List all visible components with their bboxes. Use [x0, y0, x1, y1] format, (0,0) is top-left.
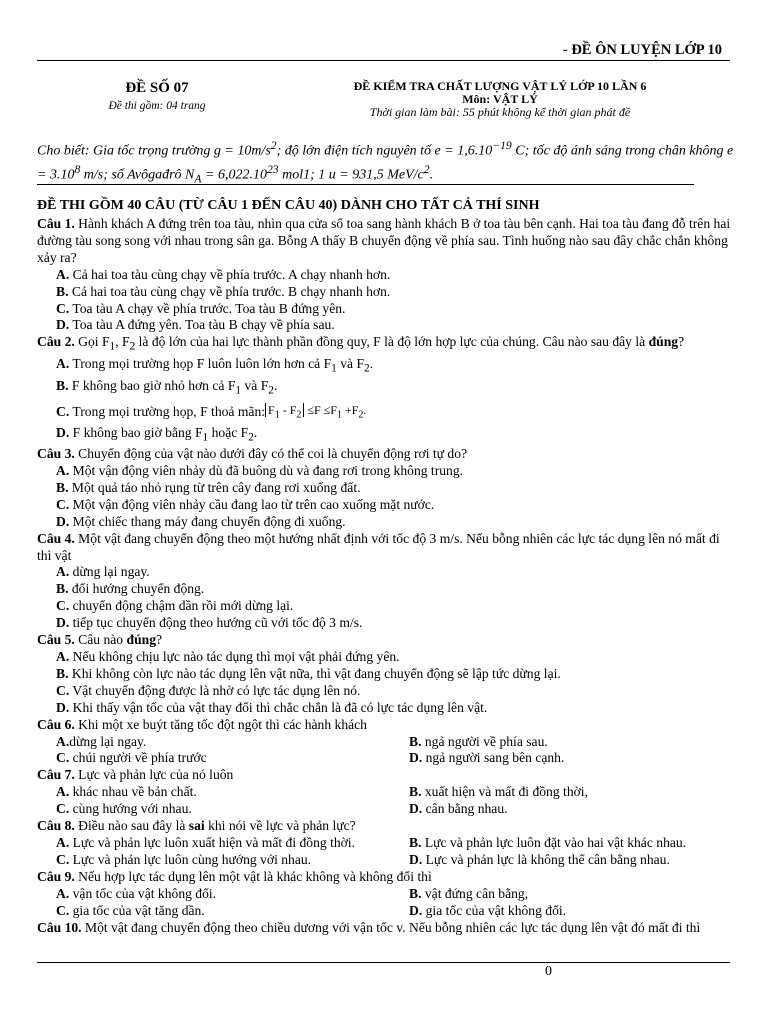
option-b	[409, 784, 734, 801]
subscript: 1	[331, 362, 337, 375]
option-b	[56, 581, 734, 598]
exam-title-block	[300, 80, 700, 119]
option-letter: B.	[56, 581, 69, 597]
question-text: khi nói về lực và phản lực?	[204, 818, 356, 834]
option-b	[409, 734, 734, 751]
formula-text: - F	[279, 403, 297, 418]
emphasis: sai	[188, 818, 205, 834]
option-text: gia tốc của vật tăng dần.	[72, 902, 205, 918]
given-sup: −19	[492, 139, 512, 152]
option-text: ngả người về phía sau.	[424, 733, 548, 749]
option-text: chuyển động chậm dần rồi mới dừng lại.	[72, 598, 294, 614]
question-2	[37, 334, 734, 356]
option-letter: A.	[56, 885, 70, 901]
inequality-formula	[265, 402, 366, 424]
option-row	[37, 750, 734, 767]
exam-id-block	[37, 80, 277, 112]
option-text: Toa tàu A chạy về phía trước. Toa tàu B đứng yên.	[72, 300, 346, 316]
option-letter: B.	[409, 834, 422, 850]
option-text: ngả người sang bên cạnh.	[425, 750, 565, 766]
option-letter: C.	[56, 682, 70, 698]
questions	[37, 197, 734, 936]
question-label: Câu 7.	[37, 767, 75, 783]
option-text: vận tốc của vật không đổi.	[72, 885, 217, 901]
option-text: Lực và phản lực luôn đặt vào hai vật khác nhau.	[424, 834, 687, 850]
subscript: 2	[129, 341, 136, 354]
question-text: Câu nào	[74, 632, 127, 648]
footer-rule	[37, 962, 730, 963]
option-letter: C.	[56, 598, 70, 614]
option-text: Một vận động viên nhảy dù đã buông dù và đang rơi trong không trung.	[72, 463, 464, 479]
option-letter: C.	[56, 404, 70, 420]
question-4	[37, 531, 734, 565]
option-text: Cả hai toa tàu cùng chạy về phía trước. B chạy nhanh hơn.	[71, 283, 391, 299]
formula-text: F	[268, 403, 275, 418]
option-b	[56, 378, 734, 400]
option-letter: A.	[56, 266, 70, 282]
emphasis: đúng	[648, 334, 679, 350]
option-text: gia tốc của vật không đổi.	[425, 902, 567, 918]
question-label: Câu 5.	[37, 632, 75, 648]
subscript: 2	[296, 409, 302, 421]
option-text: cùng hướng với nhau.	[72, 801, 192, 817]
question-7	[37, 767, 734, 784]
subscript: 1	[274, 409, 280, 421]
given-text: .	[429, 167, 434, 183]
option-d	[56, 514, 734, 531]
option-a	[56, 564, 734, 581]
option-letter: B.	[409, 885, 422, 901]
option-b	[56, 284, 734, 301]
question-label: Câu 4.	[37, 530, 75, 546]
option-letter: C.	[56, 902, 70, 918]
question-label: Câu 10.	[37, 919, 82, 935]
option-row	[37, 852, 734, 869]
option-text: và F	[241, 377, 269, 393]
question-label: Câu 9.	[37, 868, 75, 884]
option-letter: A.	[56, 649, 70, 665]
question-text: Khi một xe buýt tăng tốc đột ngột thì các hành khách	[74, 716, 367, 732]
option-text: và F	[336, 355, 365, 371]
option-letter: C.	[56, 750, 70, 766]
question-6	[37, 717, 734, 734]
subscript: 1	[235, 384, 242, 397]
option-text: vật đứng cân bằng,	[424, 885, 529, 901]
question-10	[37, 920, 734, 937]
option-letter: B.	[56, 377, 69, 393]
option-text: Lực và phản lực luôn cùng hướng với nhau.	[72, 851, 312, 867]
option-letter: A.	[56, 463, 70, 479]
section-title: ĐỀ THI GỒM 40 CÂU (TỪ CÂU 1 ĐẾN CÂU 40) DÀNH CHO TẤT CẢ THÍ SINH	[37, 198, 540, 213]
question-text: Nếu hợp lực tác dụng lên một vật là khác không và không đổi thì	[74, 868, 432, 884]
given-text: Cho biết: Gia tốc trọng trường g = 10m/s	[37, 143, 271, 159]
option-letter: D.	[56, 317, 70, 333]
given-rule	[37, 184, 694, 185]
option-row	[37, 734, 734, 751]
option-d	[56, 615, 734, 632]
option-a	[56, 356, 734, 378]
option-a	[56, 267, 734, 284]
option-a	[56, 734, 409, 751]
page-count: Đề thi gồm: 04 trang	[108, 100, 206, 112]
option-letter: A.	[56, 564, 70, 580]
option-letter: A.	[56, 733, 70, 749]
formula-text: ≤F ≤F	[304, 403, 337, 418]
question-9	[37, 869, 734, 886]
option-d	[409, 750, 734, 767]
option-letter: D.	[409, 801, 423, 817]
question-8	[37, 818, 734, 835]
option-c	[56, 598, 734, 615]
option-a	[56, 835, 409, 852]
subscript: 1	[109, 341, 116, 354]
formula-text: +F	[341, 403, 359, 418]
option-c	[56, 852, 409, 869]
option-text: Một vận động viên nhảy cầu đang lao từ trên cao xuống mặt nước.	[72, 496, 435, 512]
question-1	[37, 216, 734, 267]
option-row	[37, 784, 734, 801]
option-d	[56, 425, 734, 447]
option-text: dừng lại ngay.	[72, 564, 150, 580]
option-a	[56, 784, 409, 801]
subscript: 2	[268, 384, 274, 397]
given-sup: 2	[270, 139, 277, 152]
option-row	[37, 903, 734, 920]
absolute-value	[265, 403, 304, 421]
option-d	[409, 801, 734, 818]
question-label: Câu 1.	[37, 216, 75, 231]
option-a	[56, 886, 409, 903]
option-text: Nếu không chịu lực nào tác dụng thì mọi vật phải đứng yên.	[72, 649, 400, 665]
option-letter: B.	[409, 733, 422, 749]
question-5	[37, 632, 734, 649]
option-c	[56, 750, 409, 767]
given-text: m/s; số Avôgađrô N	[80, 167, 195, 183]
question-label: Câu 6.	[37, 716, 75, 732]
option-text: khác nhau về bản chất.	[72, 784, 197, 800]
option-c	[56, 683, 734, 700]
option-letter: A.	[56, 834, 70, 850]
option-letter: B.	[56, 665, 69, 681]
option-a	[56, 463, 734, 480]
option-d	[56, 317, 734, 334]
option-letter: A.	[56, 784, 70, 800]
question-text: , F	[115, 334, 130, 350]
option-text: .	[273, 377, 278, 393]
option-letter: D.	[409, 750, 423, 766]
option-letter: B.	[56, 283, 69, 299]
option-text: hoặc F	[208, 424, 249, 440]
exam-title: ĐỀ KIỂM TRA CHẤT LƯỢNG VẬT LÝ LỚP 10 LẦN 6	[353, 79, 647, 93]
question-label: Câu 3.	[37, 446, 75, 462]
given-text: ; độ lớn điện tích nguyên tố e = 1,6.10	[276, 143, 493, 159]
exam-number: ĐỀ SỐ 07	[125, 80, 189, 96]
question-text: Điều nào sau đây là	[74, 818, 189, 834]
question-text: Chuyển động của vật nào dưới đây có thể coi là chuyển động rơi tự do?	[74, 446, 468, 462]
option-letter: D.	[56, 513, 70, 529]
given-text: mol1; 1 u = 931,5 MeV/c	[278, 167, 424, 183]
option-letter: A.	[56, 355, 70, 371]
option-text: Một quả táo nhỏ rụng từ trên cây đang rơi xuống đất.	[71, 479, 361, 495]
option-text: F không bao giờ bằng F	[72, 424, 203, 440]
option-c	[56, 402, 734, 424]
option-c	[56, 301, 734, 318]
option-text: tiếp tục chuyển động theo hướng cũ với tốc độ 3 m/s.	[72, 615, 363, 631]
subscript: 2	[358, 409, 364, 421]
given-constants	[37, 137, 738, 188]
given-sub: A	[194, 172, 202, 186]
option-letter: C.	[56, 496, 70, 512]
series-header: - ĐỀ ÔN LUYỆN LỚP 10	[562, 42, 722, 58]
option-text: Khi không còn lực nào tác dụng lên vật nữa, thì vật đang chuyển động sẽ lập tức dừng lại.	[71, 665, 561, 681]
question-text: Lực và phản lực của nó luôn	[74, 767, 234, 783]
given-text: = 6,022.10	[201, 167, 267, 183]
option-text: Vật chuyển động được là nhờ có lực tác dụng lên nó.	[72, 682, 361, 698]
option-text: chúi người về phía trước	[72, 750, 207, 766]
option-row	[37, 835, 734, 852]
option-text: Lực và phản lực luôn xuất hiện và mất đi đồng thời.	[72, 834, 356, 850]
option-text: Lực và phản lực là không thể cân bằng nhau.	[425, 851, 670, 867]
option-c	[56, 801, 409, 818]
page-number: 0	[545, 964, 552, 979]
question-text: là độ lớn của hai lực thành phần đồng quy, F là độ lớn hợp lực của chúng. Câu nào sau đây là	[135, 334, 649, 350]
option-text: Cả hai toa tàu cùng chạy về phía trước. A chạy nhanh hơn.	[72, 266, 391, 282]
option-text: Trong mọi trường họp, F thoả mãn:	[72, 404, 266, 420]
option-text: Trong mọi trường họp F luôn luôn lớn hơn cả F	[72, 355, 332, 371]
option-text: F không bao giờ nhỏ hơn cả F	[71, 377, 236, 393]
option-letter: C.	[56, 801, 70, 817]
option-letter: D.	[56, 424, 70, 440]
option-c	[56, 903, 409, 920]
question-text: ?	[156, 632, 163, 648]
exam-duration: Thời gian làm bài: 55 phút không kể thời gian phát đề	[369, 105, 631, 119]
exam-subject: Môn: VẬT LÝ	[462, 92, 538, 106]
emphasis: đúng	[126, 632, 156, 648]
subscript: 1	[336, 409, 342, 421]
subscript: 2	[248, 431, 254, 444]
option-letter: C.	[56, 300, 70, 316]
header-rule	[37, 60, 730, 61]
option-a	[56, 649, 734, 666]
option-text: Một chiếc thang máy đang chuyển động đi xuống.	[72, 513, 346, 529]
question-3	[37, 446, 734, 463]
option-letter: D.	[56, 615, 70, 631]
option-letter: D.	[409, 851, 423, 867]
option-d	[409, 852, 734, 869]
option-b	[56, 480, 734, 497]
option-text: dừng lại ngay.	[69, 733, 147, 749]
question-text: Một vật đang chuyển động theo chiều dương với vận tốc v. Nếu bỗng nhiên các lực tác dụng lên vật đó mất đi thì	[81, 919, 701, 935]
formula-text: .	[363, 403, 367, 418]
question-text: Hành khách A đứng trên toa tàu, nhìn qua cửa sổ toa sang hành khách B ở toa tàu bên cạnh. Hai toa tàu đang đỗ trên hai đường tàu song song với nhau trong sân ga. Bỗng A thấy B chuyển động về phía sau. Tình huống nào sau đây chắc chắn không xảy ra?	[37, 216, 731, 265]
option-letter: B.	[56, 479, 69, 495]
option-text: đổi hướng chuyển động.	[71, 581, 205, 597]
option-row	[37, 886, 734, 903]
option-d	[56, 700, 734, 717]
given-sup: 8	[74, 162, 81, 176]
option-d	[409, 903, 734, 920]
option-text: Toa tàu A đứng yên. Toa tàu B chạy về phía sau.	[72, 317, 335, 333]
question-label: Câu 8.	[37, 818, 75, 834]
option-text: xuất hiện và mất đi đồng thời,	[424, 784, 588, 800]
question-text: Một vật đang chuyển động theo một hướng nhất định với tốc độ 3 m/s. Nếu bỗng nhiên các lực tác dụng lên nó mất đi thì vật	[37, 530, 720, 563]
option-b	[409, 835, 734, 852]
option-letter: B.	[409, 784, 422, 800]
option-text: cân bằng nhau.	[425, 801, 508, 817]
given-text: C; tốc độ ánh sáng trong chân không e = 3.10	[37, 143, 734, 183]
given-sup: 2	[423, 162, 430, 176]
option-text: Khi thấy vận tốc của vật thay đổi thì chắc chắn là đã có lực tác dụng lên vật.	[72, 699, 488, 715]
option-letter: C.	[56, 851, 70, 867]
question-label: Câu 2.	[37, 334, 75, 350]
option-b	[409, 886, 734, 903]
option-c	[56, 497, 734, 514]
option-row	[37, 801, 734, 818]
option-text: .	[253, 424, 258, 440]
subscript: 1	[202, 431, 209, 444]
question-text: ?	[678, 334, 685, 350]
option-b	[56, 666, 734, 683]
given-sup: 23	[266, 162, 279, 176]
option-letter: D.	[409, 902, 423, 918]
subscript: 2	[364, 362, 370, 375]
option-text: .	[369, 355, 374, 371]
question-text: Gọi F	[74, 334, 110, 350]
option-letter: D.	[56, 699, 70, 715]
